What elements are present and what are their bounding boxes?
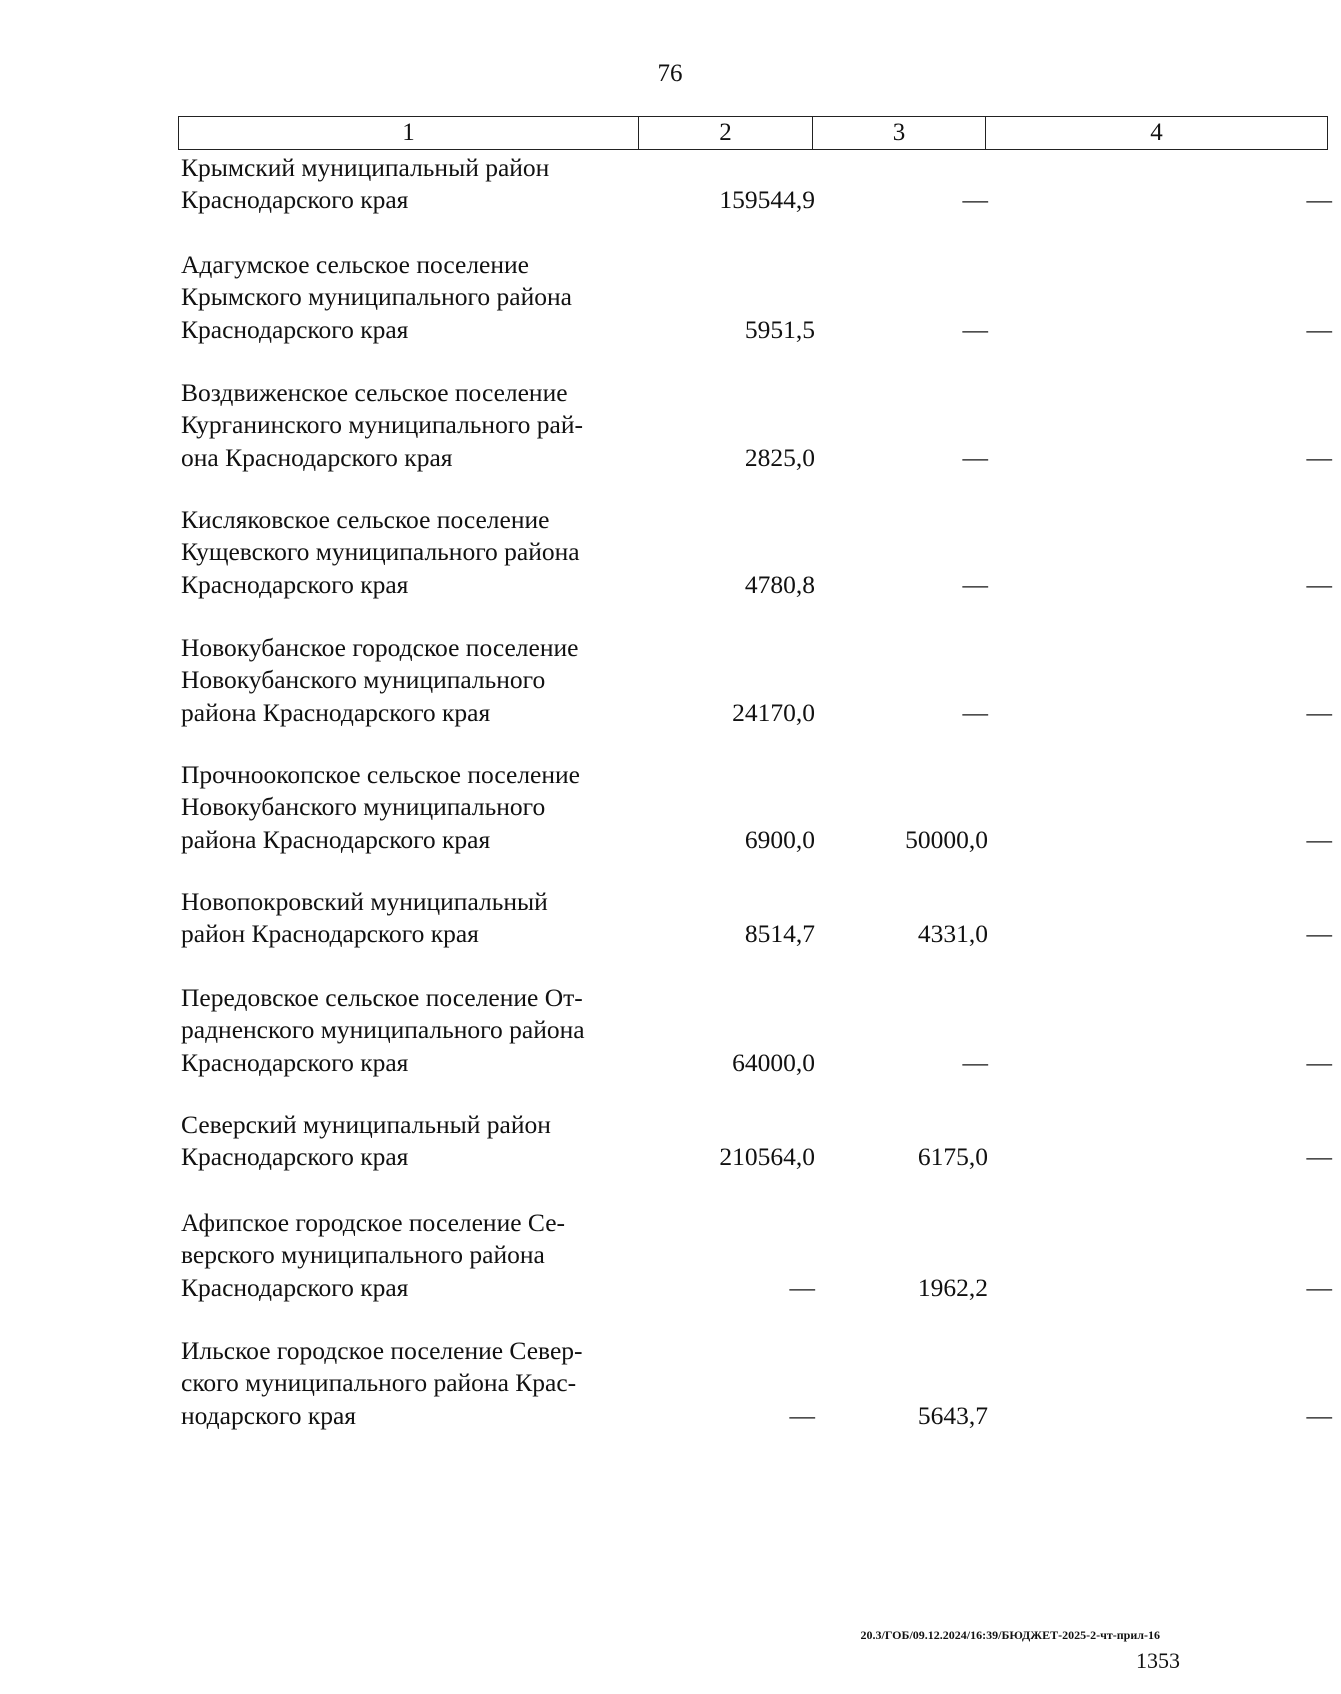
document-code: 20.3/ГОБ/09.12.2024/16:39/БЮДЖЕТ-2025-2-чт-прил-16 [860,1628,1160,1642]
row-value-c4: — [1306,1142,1332,1172]
sheet-number: 1353 [1136,1648,1180,1673]
row-value-c4: — [1306,919,1332,949]
row-value-c4: — [1306,824,1332,854]
header-col-4: 4 [1150,119,1163,146]
table-header [178,116,1328,150]
row-value-c4: — [1306,442,1332,472]
row-value-c3: 1962,2 [917,1272,988,1302]
page-number: 76 [657,60,683,87]
row-name: Афипское городское поселение Се- верского муниципального района Краснодарского края [181,1208,566,1302]
row-name: Передовское сельское поселение От- радненского муниципального района Краснодарского края [181,983,585,1077]
row-value-c2: 5951,5 [744,314,815,344]
row-value-c4: — [1306,1400,1332,1430]
row-value-c4: — [1306,569,1332,599]
row-value-c2: — [789,1272,815,1302]
row-name: Новопокровский муниципальный район Краснодарского края [181,887,548,949]
row-value-c2: 4780,8 [744,569,815,599]
row-value-c2: 64000,0 [732,1047,815,1077]
row-value-c2: 210564,0 [719,1142,815,1172]
row-value-c3: 6175,0 [917,1142,988,1172]
row-name: Прочноокопское сельское поселение Новокубанского муниципального района Краснодарского края [181,760,580,854]
row-value-c3: 50000,0 [905,824,988,854]
row-value-c4: — [1306,697,1332,727]
row-value-c3: — [962,697,988,727]
row-value-c4: — [1306,314,1332,344]
row-value-c2: 6900,0 [744,824,815,854]
header-col-3: 3 [813,117,986,149]
row-value-c3: — [962,185,988,215]
row-name: Адагумское сельское поселение Крымского муниципального района Краснодарского края [181,250,572,344]
row-name: Воздвиженское сельское поселение Курганинского муниципального рай- она Краснодарского края [181,378,583,472]
row-value-c3: — [962,442,988,472]
row-name: Кисляковское сельское поселение Кущевского муниципального района Краснодарского края [181,505,580,599]
row-name: Крымский муниципальный район Краснодарского края [181,153,550,215]
row-value-c2: 24170,0 [732,697,815,727]
row-value-c3: — [962,569,988,599]
row-value-c3: 5643,7 [917,1400,988,1430]
row-value-c4: — [1306,1047,1332,1077]
row-value-c2: 159544,9 [719,185,815,215]
header-col-1: 1 [179,117,639,149]
row-value-c2: 2825,0 [744,442,815,472]
row-value-c3: — [962,1047,988,1077]
row-name: Новокубанское городское поселение Новокубанского муниципального района Краснодарского края [181,633,579,727]
row-name: Северский муниципальный район Краснодарского края [181,1110,551,1172]
row-value-c2: — [789,1400,815,1430]
header-col-2: 2 [639,117,813,149]
row-name: Ильское городское поселение Север- ского муниципального района Крас- нодарского края [181,1336,583,1430]
row-value-c3: 4331,0 [917,919,988,949]
row-value-c3: — [962,314,988,344]
row-value-c4: — [1306,185,1332,215]
row-value-c2: 8514,7 [744,919,815,949]
row-value-c4: — [1306,1272,1332,1302]
